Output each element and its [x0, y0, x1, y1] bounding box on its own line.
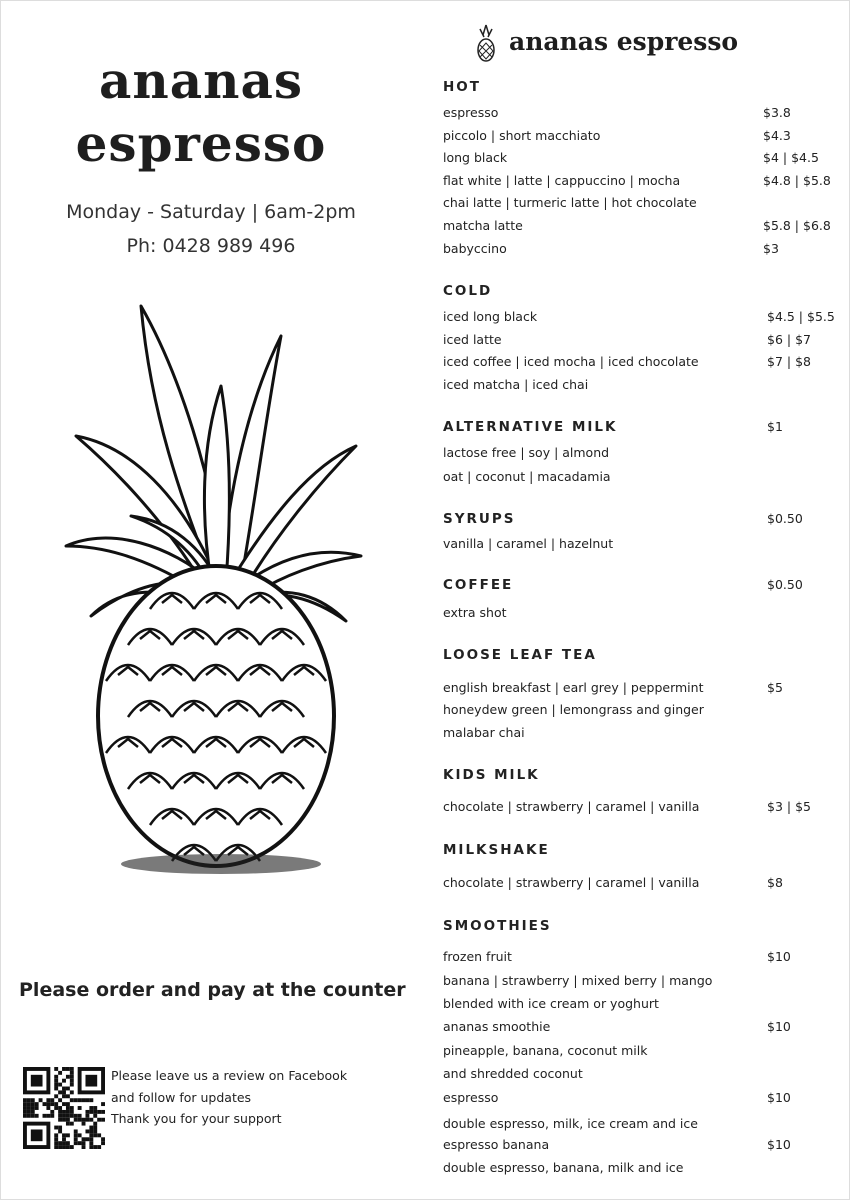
section-header-milkshake: MILKSHAKE: [443, 842, 550, 858]
menu-item: iced matcha | iced chai: [443, 377, 589, 392]
menu-item-price: $4.3: [763, 128, 791, 143]
qr-text-line: and follow for updates: [111, 1090, 252, 1105]
section-price: $1: [767, 419, 783, 434]
menu-item: double espresso, milk, ice cream and ice: [443, 1116, 698, 1131]
phone-number: Ph: 0428 989 496: [126, 235, 296, 257]
menu-item: ananas smoothie: [443, 1019, 551, 1034]
menu-item: honeydew green | lemongrass and ginger: [443, 702, 704, 717]
menu-item: and shredded coconut: [443, 1066, 583, 1081]
menu-item: iced coffee | iced mocha | iced chocolate: [443, 354, 699, 369]
menu-item-price: $10: [767, 1137, 791, 1152]
menu-item-price: $3: [763, 241, 779, 256]
menu-item-price: $3 | $5: [767, 799, 811, 814]
menu-item: oat | coconut | macadamia: [443, 469, 611, 484]
menu-item-price: $4.5 | $5.5: [767, 309, 835, 324]
menu-item: chocolate | strawberry | caramel | vanilla: [443, 799, 700, 814]
section-price: $0.50: [767, 511, 803, 526]
section-header-cold: COLD: [443, 283, 493, 299]
menu-item-price: $10: [767, 949, 791, 964]
menu-item: espresso banana: [443, 1137, 550, 1152]
opening-hours: Monday - Saturday | 6am-2pm: [66, 201, 356, 223]
menu-item: banana | strawberry | mixed berry | mango: [443, 973, 713, 988]
menu-item: espresso: [443, 105, 499, 120]
menu-item: double espresso, banana, milk and ice: [443, 1160, 684, 1175]
menu-item: frozen fruit: [443, 949, 512, 964]
menu-item: flat white | latte | cappuccino | mocha: [443, 173, 681, 188]
menu-item: iced latte: [443, 332, 502, 347]
menu-item: iced long black: [443, 309, 538, 324]
brand-name: ananas espresso: [509, 27, 739, 56]
menu-item: chocolate | strawberry | caramel | vanilla: [443, 875, 700, 890]
section-header-smoothies: SMOOTHIES: [443, 918, 552, 934]
menu-item: long black: [443, 150, 508, 165]
menu-item-price: $5.8 | $6.8: [763, 218, 831, 233]
section-header-hot: HOT: [443, 79, 481, 95]
section-header-syrups: SYRUPS: [443, 511, 516, 527]
menu-item: chai latte | turmeric latte | hot chocolate: [443, 195, 697, 210]
menu-item: blended with ice cream or yoghurt: [443, 996, 659, 1011]
section-header-coffee: COFFEE: [443, 577, 514, 593]
menu-item: extra shot: [443, 605, 507, 620]
pineapple-illustration: [61, 296, 371, 896]
menu-item-price: $5: [767, 680, 783, 695]
menu-item: english breakfast | earl grey | peppermint: [443, 680, 704, 695]
menu-item: malabar chai: [443, 725, 525, 740]
qr-text-line: Please leave us a review on Facebook: [111, 1068, 348, 1083]
menu-item-price: $8: [767, 875, 783, 890]
menu-item-price: $4 | $4.5: [763, 150, 819, 165]
menu-item-price: $10: [767, 1090, 791, 1105]
leaf-shape: [204, 386, 229, 581]
section-header-kids-milk: KIDS MILK: [443, 767, 540, 783]
menu-item: matcha latte: [443, 218, 523, 233]
qr-text-line: Thank you for your support: [111, 1111, 282, 1126]
menu-item: babyccino: [443, 241, 507, 256]
menu-item: vanilla | caramel | hazelnut: [443, 536, 614, 551]
menu-item-price: $3.8: [763, 105, 791, 120]
menu-item-price: $10: [767, 1019, 791, 1034]
menu-item-price: $7 | $8: [767, 354, 811, 369]
title-line-1: ananas: [98, 51, 304, 110]
title-line-2: espresso: [75, 114, 327, 173]
menu-item: pineapple, banana, coconut milk: [443, 1043, 648, 1058]
section-price: $0.50: [767, 577, 803, 592]
pineapple-logo-icon: [475, 23, 497, 63]
qr-code[interactable]: [23, 1067, 105, 1149]
menu-item: espresso: [443, 1090, 499, 1105]
menu-item-price: $4.8 | $5.8: [763, 173, 831, 188]
section-header-loose-leaf-tea: LOOSE LEAF TEA: [443, 647, 597, 663]
menu-item-price: $6 | $7: [767, 332, 811, 347]
menu-item: lactose free | soy | almond: [443, 445, 610, 460]
section-header-alternative-milk: ALTERNATIVE MILK: [443, 419, 618, 435]
menu-item: piccolo | short macchiato: [443, 128, 601, 143]
order-note: Please order and pay at the counter: [19, 979, 406, 1001]
